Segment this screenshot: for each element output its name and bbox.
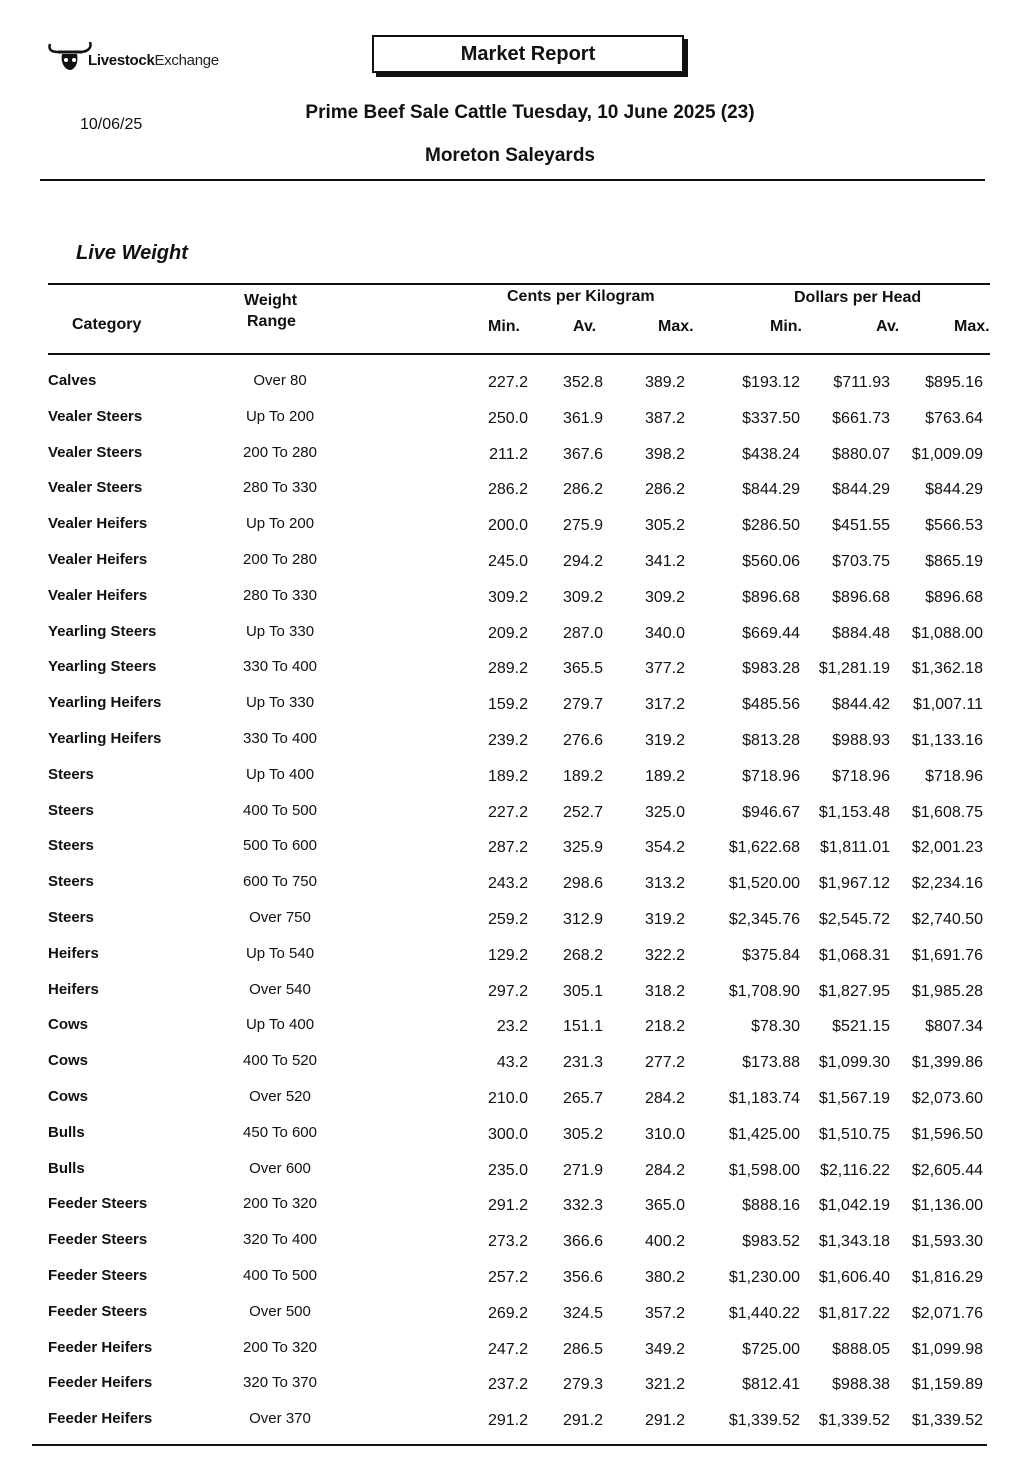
dollars-min: $1,339.52 [728,1412,800,1430]
row-weight-range: Over 750 [249,909,311,926]
table-row [0,372,1033,402]
dollars-av: $1,606.40 [818,1269,890,1286]
row-category: Cows [48,1088,89,1105]
dollars-min: $1,440.22 [728,1304,800,1322]
dollars-max: $1,007.11 [913,696,983,714]
dollars-min: $896.68 [742,588,800,606]
dollars-max: $895.16 [925,374,983,391]
row-weight-range: 450 To 600 [243,1123,317,1141]
row-category: Cows [48,1016,89,1034]
cents-max: 319.2 [644,732,685,749]
dollars-min: $1,183.74 [728,1090,800,1107]
cents-min: 239.2 [487,732,528,749]
dollars-av: $1,811.01 [820,839,890,857]
header-cents-group: Cents per Kilogram [507,288,655,305]
dollars-min: $560.06 [742,553,800,570]
dollars-av: $1,339.52 [818,1412,890,1430]
dollars-min: $1,520.00 [728,875,800,893]
cents-max: 365.0 [644,1197,685,1215]
cents-min: 273.2 [487,1233,528,1251]
dollars-min: $725.00 [742,1340,800,1358]
cents-max: 284.2 [644,1161,685,1179]
row-category: Feeder Heifers [48,1410,153,1428]
cents-max: 400.2 [644,1233,685,1251]
row-weight-range: 600 To 750 [243,873,317,891]
row-category: Bulls [48,1159,85,1177]
cents-min: 211.2 [489,445,528,463]
dollars-max: $1,596.50 [911,1125,983,1143]
row-weight-range: 400 To 500 [243,1267,317,1284]
cents-min: 297.2 [487,982,528,1000]
header-category: Category [72,316,142,333]
cents-av: 309.2 [562,588,603,606]
cents-av: 324.5 [562,1304,603,1322]
cents-av: 275.9 [562,517,603,535]
dollars-av: $1,042.19 [818,1197,890,1215]
dollars-max: $1,399.86 [911,1054,983,1072]
cents-max: 305.2 [644,517,685,535]
row-category: Feeder Steers [48,1302,148,1320]
table-row [0,515,1033,545]
row-weight-range: Over 540 [249,980,311,998]
dollars-av: $1,967.12 [818,875,890,893]
dollars-av: $844.42 [832,696,890,714]
table-row [0,623,1033,653]
row-weight-range: 400 To 500 [243,801,317,819]
table-row [0,945,1033,975]
cents-av: 352.8 [562,374,603,391]
header-cents-max: Max. [658,318,694,335]
row-category: Feeder Heifers [48,1374,153,1392]
dollars-min: $1,425.00 [728,1125,800,1143]
dollars-max: $2,605.44 [911,1161,983,1179]
table-row [0,1088,1033,1118]
cents-max: 349.2 [644,1340,685,1358]
cents-min: 209.2 [487,624,528,642]
dollars-av: $1,281.19 [818,660,890,678]
table-row [0,730,1033,760]
dollars-av: $888.05 [832,1340,890,1358]
header-range: Range [247,313,296,330]
cents-min: 243.2 [487,875,528,893]
cents-min: 237.2 [487,1376,528,1394]
header-dollars-min: Min. [770,318,802,335]
dollars-min: $983.28 [742,660,800,678]
row-weight-range: 500 To 600 [243,837,317,855]
dollars-max: $2,001.23 [911,839,983,857]
row-weight-range: Up To 400 [245,1016,315,1034]
row-weight-range: 320 To 370 [243,1374,317,1392]
cents-min: 287.2 [487,839,528,857]
cents-min: 309.2 [487,588,528,606]
cents-max: 387.2 [644,409,685,427]
dollars-av: $718.96 [832,767,890,785]
dollars-max: $718.96 [925,767,983,785]
cents-max: 313.2 [644,875,685,893]
cents-max: 309.2 [644,588,685,606]
row-weight-range: Up To 330 [245,622,315,640]
report-label: Market Report [372,35,684,73]
cents-max: 322.2 [644,946,685,964]
row-weight-range: 200 To 320 [243,1195,317,1213]
dollars-max: $807.34 [925,1018,983,1036]
dollars-max: $566.53 [925,517,983,535]
dollars-max: $763.64 [925,409,983,427]
cents-min: 259.2 [487,911,528,928]
dollars-min: $669.44 [742,624,800,642]
row-category: Vealer Steers [48,407,143,425]
dollars-max: $1,691.76 [911,946,983,964]
row-category: Vealer Steers [48,479,143,497]
cents-max: 310.0 [644,1125,685,1143]
cents-max: 341.2 [644,553,685,570]
cents-max: 291.2 [644,1412,685,1430]
cents-av: 151.1 [562,1018,603,1036]
dollars-av: $1,153.48 [818,803,890,821]
dollars-min: $1,230.00 [728,1269,800,1286]
row-weight-range: 200 To 280 [243,443,317,461]
cents-max: 284.2 [644,1090,685,1107]
row-category: Vealer Heifers [48,551,148,568]
row-weight-range: Up To 400 [245,765,315,783]
brand-wordmark: LivestockExchange [88,52,219,69]
cents-min: 291.2 [487,1197,528,1215]
row-weight-range: 280 To 330 [243,479,317,497]
dollars-av: $1,510.75 [818,1125,890,1143]
header-dollars-av: Av. [876,318,900,335]
dollars-av: $1,817.22 [818,1304,890,1322]
table-row [0,837,1033,867]
cents-av: 325.9 [562,839,603,857]
cents-min: 189.2 [487,767,528,785]
cents-max: 321.2 [644,1376,685,1394]
row-weight-range: Up To 200 [245,407,315,425]
row-category: Steers [48,909,94,926]
dollars-min: $485.56 [742,696,800,714]
cents-max: 357.2 [644,1304,685,1322]
cents-av: 298.6 [562,875,603,893]
dollars-min: $813.28 [742,732,800,749]
cents-max: 354.2 [644,839,685,857]
cents-max: 319.2 [644,911,685,928]
cents-max: 325.0 [644,803,685,821]
row-category: Steers [48,873,94,891]
dollars-max: $2,234.16 [911,875,983,893]
cents-min: 227.2 [487,803,528,821]
dollars-av: $711.93 [833,374,890,391]
dollars-max: $1,136.00 [911,1197,983,1215]
cents-min: 245.0 [487,553,528,570]
dollars-min: $193.12 [742,374,800,391]
table-row [0,1303,1033,1333]
table-row [0,1339,1033,1369]
cents-min: 43.2 [496,1054,528,1072]
dollars-max: $1,099.98 [911,1340,983,1358]
dollars-min: $888.16 [742,1197,800,1215]
row-category: Cows [48,1052,89,1070]
cents-min: 269.2 [487,1304,528,1322]
section-title: Live Weight [76,242,188,264]
cents-av: 367.6 [562,445,603,463]
row-category: Feeder Steers [48,1267,148,1284]
row-weight-range: 280 To 330 [243,586,317,604]
table-row [0,1016,1033,1046]
dollars-min: $844.29 [742,481,800,499]
header-cents-av: Av. [573,318,597,335]
cents-min: 257.2 [487,1269,528,1286]
cents-min: 235.0 [487,1161,528,1179]
row-category: Feeder Heifers [48,1338,153,1356]
cents-av: 361.9 [562,409,603,427]
dollars-max: $1,985.28 [911,982,983,1000]
table-row [0,909,1033,939]
row-category: Feeder Steers [48,1231,148,1249]
report-title: Prime Beef Sale Cattle Tuesday, 10 June 2025 (23) [305,102,755,123]
row-weight-range: 200 To 280 [243,551,317,568]
header-dollars-max: Max. [954,318,990,335]
cents-av: 305.1 [562,982,603,1000]
dollars-min: $286.50 [742,517,800,535]
cents-max: 218.2 [644,1018,685,1036]
dollars-max: $2,071.76 [911,1304,983,1322]
cents-max: 380.2 [644,1269,685,1286]
row-weight-range: Over 370 [249,1410,311,1428]
cents-min: 227.2 [487,374,528,391]
row-category: Bulls [48,1123,85,1141]
row-category: Heifers [48,944,99,962]
cents-av: 366.6 [562,1233,603,1251]
dollars-max: $1,159.89 [911,1376,983,1394]
dollars-max: $1,339.52 [911,1412,983,1430]
dollars-max: $2,740.50 [911,911,983,928]
row-weight-range: Over 520 [249,1088,311,1105]
dollars-av: $661.73 [832,409,890,427]
cents-min: 289.2 [487,660,528,678]
dollars-av: $1,343.18 [818,1233,890,1251]
row-weight-range: 200 To 320 [243,1338,317,1356]
header-dollars-group: Dollars per Head [794,289,922,306]
cents-av: 356.6 [562,1269,603,1286]
cents-av: 279.3 [562,1376,603,1394]
row-category: Feeder Steers [48,1195,148,1213]
table-row [0,1231,1033,1261]
dollars-max: $865.19 [925,553,983,570]
table-row [0,981,1033,1011]
cents-max: 389.2 [644,374,685,391]
table-row [0,587,1033,617]
cents-max: 398.2 [644,445,685,463]
cents-min: 291.2 [487,1412,528,1430]
table-row [0,1267,1033,1297]
table-row [0,1160,1033,1190]
cents-av: 286.5 [562,1340,603,1358]
header-weight: Weight [244,292,298,309]
row-category: Steers [48,837,94,855]
dollars-max: $1,593.30 [911,1233,983,1251]
table-row [0,1195,1033,1225]
dollars-min: $78.30 [751,1018,800,1036]
dollars-max: $1,608.75 [911,803,983,821]
table-row [0,802,1033,832]
dollars-max: $1,816.29 [911,1269,983,1286]
dollars-min: $1,622.68 [728,839,800,857]
row-category: Heifers [48,980,99,998]
cents-av: 265.7 [562,1090,603,1107]
row-weight-range: Over 80 [253,372,307,389]
cents-av: 231.3 [562,1054,603,1072]
cents-av: 189.2 [562,767,603,785]
table-row [0,873,1033,903]
cents-av: 252.7 [562,803,603,821]
dollars-min: $438.24 [742,445,800,463]
row-category: Steers [48,765,94,783]
table-row [0,694,1033,724]
cents-min: 159.2 [487,696,528,714]
cents-max: 377.2 [644,660,685,678]
row-weight-range: 400 To 520 [243,1052,317,1070]
cents-min: 200.0 [487,517,528,535]
cents-av: 287.0 [562,624,603,642]
cents-max: 277.2 [644,1054,685,1072]
dollars-min: $337.50 [742,409,800,427]
dollars-max: $2,073.60 [911,1090,983,1107]
dollars-min: $812.41 [742,1376,800,1394]
cents-min: 300.0 [487,1125,528,1143]
dollars-min: $2,345.76 [728,911,800,928]
row-weight-range: Up To 540 [245,944,315,962]
dollars-av: $2,116.22 [820,1161,890,1179]
cents-av: 268.2 [562,946,603,964]
dollars-min: $1,598.00 [728,1161,800,1179]
row-category: Vealer Steers [48,443,143,461]
dollars-av: $988.93 [832,732,890,749]
table-row [0,444,1033,474]
cents-av: 286.2 [562,481,603,499]
table-row [0,1410,1033,1440]
cents-av: 271.9 [562,1161,603,1179]
dollars-max: $1,009.09 [911,445,983,463]
dollars-av: $1,099.30 [818,1054,890,1072]
cents-max: 318.2 [644,982,685,1000]
table-row [0,1124,1033,1154]
row-category: Yearling Heifers [48,694,162,712]
header-cents-min: Min. [488,318,520,335]
dollars-max: $844.29 [925,481,983,499]
dollars-av: $884.48 [832,624,890,642]
cents-min: 129.2 [487,946,528,964]
row-weight-range: 330 To 400 [243,658,317,676]
table-bottom-rule [32,1444,987,1446]
cents-min: 250.0 [487,409,528,427]
cents-av: 291.2 [562,1412,603,1430]
table-row [0,1052,1033,1082]
cents-min: 23.2 [496,1018,528,1036]
saleyard-name: Moreton Saleyards [425,145,595,166]
dollars-max: $1,362.18 [911,660,983,678]
report-date: 10/06/25 [80,116,143,133]
dollars-max: $896.68 [925,588,983,606]
row-weight-range: Up To 330 [245,694,315,712]
row-category: Vealer Heifers [48,515,148,533]
cents-av: 305.2 [562,1125,603,1143]
row-category: Yearling Heifers [48,730,162,747]
row-weight-range: Over 600 [249,1159,311,1177]
table-row [0,658,1033,688]
cents-av: 279.7 [562,696,603,714]
dollars-av: $896.68 [832,588,890,606]
cents-min: 286.2 [487,481,528,499]
dollars-av: $1,567.19 [818,1090,890,1107]
row-weight-range: Up To 200 [245,515,315,533]
table-row [0,479,1033,509]
cents-max: 286.2 [644,481,685,499]
cents-min: 247.2 [487,1340,528,1358]
row-weight-range: 330 To 400 [243,730,317,747]
dollars-av: $2,545.72 [818,911,890,928]
cents-av: 276.6 [562,732,603,749]
cents-av: 332.3 [562,1197,603,1215]
dollars-min: $718.96 [742,767,800,785]
dollars-av: $844.29 [832,481,890,499]
dollars-av: $521.15 [832,1018,890,1036]
cents-min: 210.0 [487,1090,528,1107]
row-weight-range: 320 To 400 [243,1231,317,1249]
cents-max: 189.2 [644,767,685,785]
dollars-min: $1,708.90 [728,982,800,1000]
row-category: Yearling Steers [48,622,157,640]
cents-max: 317.2 [644,696,685,714]
row-category: Steers [48,801,94,819]
dollars-min: $375.84 [742,946,800,964]
cents-av: 365.5 [562,660,603,678]
dollars-av: $988.38 [832,1376,890,1394]
dollars-min: $173.88 [742,1054,800,1072]
cents-max: 340.0 [644,624,685,642]
row-category: Calves [48,372,97,389]
dollars-av: $1,068.31 [818,946,890,964]
table-row [0,1374,1033,1404]
dollars-av: $1,827.95 [818,982,890,1000]
table-row [0,551,1033,581]
dollars-av: $880.07 [832,445,890,463]
dollars-min: $946.67 [742,803,800,821]
table-row [0,766,1033,796]
dollars-av: $703.75 [832,553,890,570]
table-row [0,408,1033,438]
dollars-min: $983.52 [742,1233,800,1251]
row-category: Yearling Steers [48,658,157,676]
row-category: Vealer Heifers [48,586,148,604]
dollars-max: $1,088.00 [911,624,983,642]
cents-av: 294.2 [562,553,603,570]
dollars-av: $451.55 [832,517,890,535]
row-weight-range: Over 500 [249,1302,311,1320]
cents-av: 312.9 [562,911,603,928]
dollars-max: $1,133.16 [911,732,983,749]
